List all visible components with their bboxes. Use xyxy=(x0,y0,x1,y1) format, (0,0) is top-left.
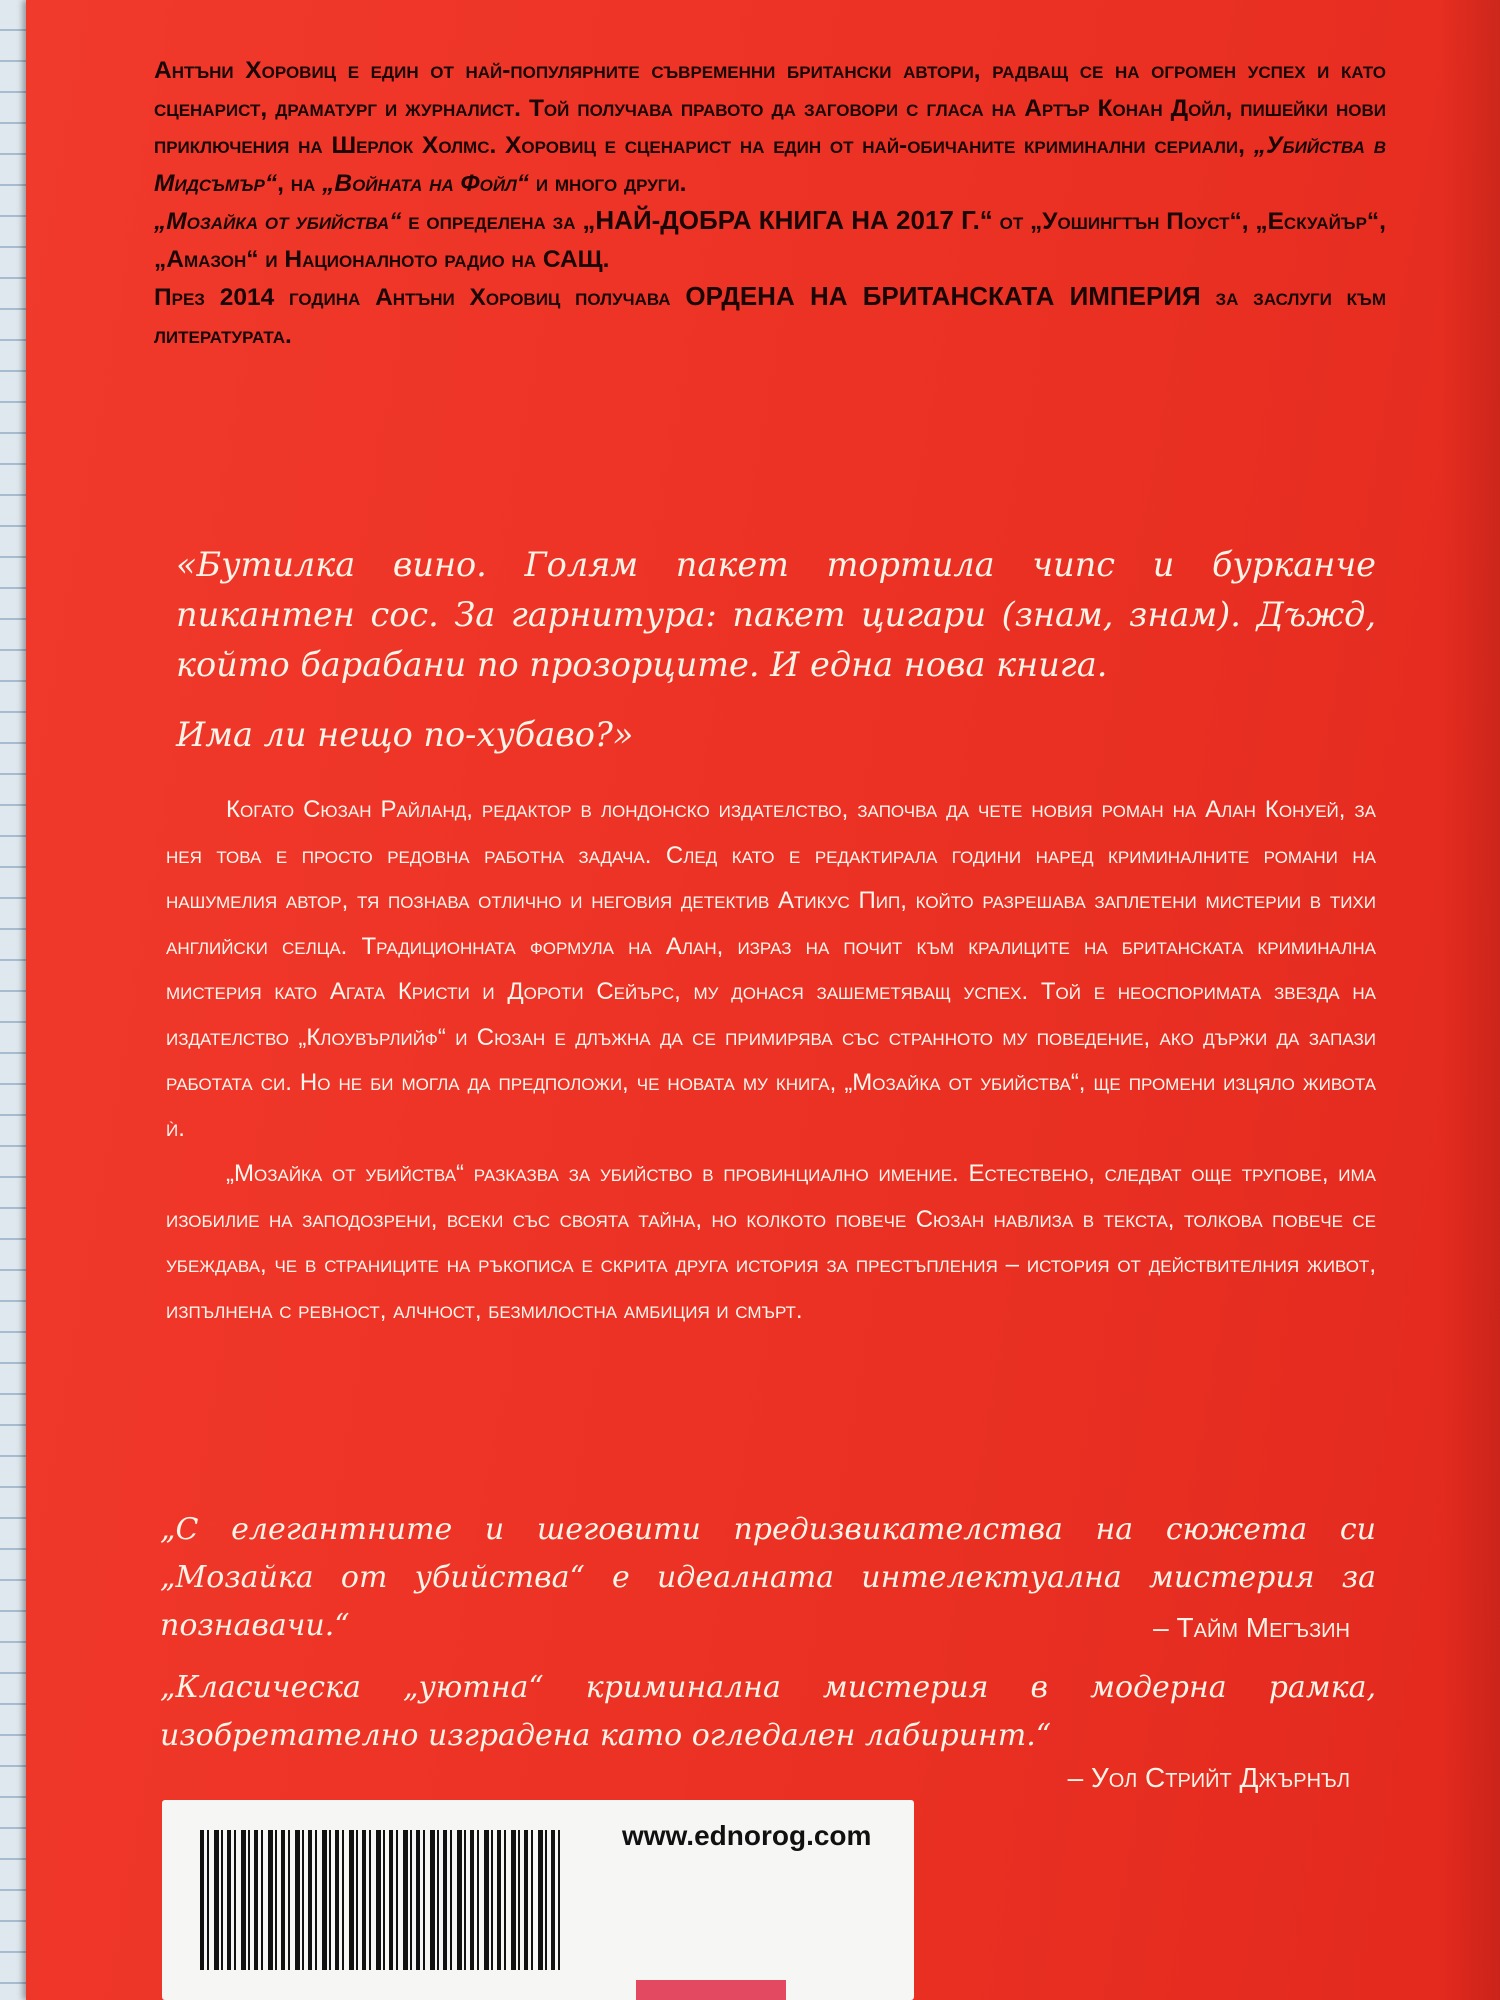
review-source: – Тайм Мегъзин xyxy=(1153,1612,1350,1643)
bio-award: „НАЙ-ДОБРА КНИГА НА 2017 Г.“ xyxy=(582,205,993,235)
opening-quote: «Бутилка вино. Голям пакет тортила чипс и бурканче пикантен сос. За гарнитура: пакет цигари (знам, знам). Дъжд, който барабани по прозорците. И една нова книга. xyxy=(176,545,1376,684)
review-quote: „Класическа „уютна“ криминална мистерия в модерна рамка, изобретателно изградена като огледален лабиринт.“ xyxy=(160,1670,1376,1753)
review-quote: „С елегантните и шеговити предизвикателства на сюжета си „Мозайка от убийства“ е идеалната интелектуална мистерия за познавачи.“ xyxy=(160,1512,1376,1643)
bio-text: за заслуги към литературата. xyxy=(154,284,1387,349)
award-paragraph xyxy=(154,202,1386,278)
order-paragraph xyxy=(154,278,1386,354)
barcode xyxy=(200,1830,560,1970)
opening-quote-question: Има ли нещо по-хубаво?» xyxy=(176,715,634,754)
bio-text: , на xyxy=(277,169,323,197)
barcode-label xyxy=(162,1800,914,2000)
bio-text: е определена за xyxy=(401,208,583,235)
bio-show-title: „Убийства в Мидсъмър“ xyxy=(154,132,1386,197)
book-description xyxy=(166,787,1376,1333)
bio-text: и много други. xyxy=(529,169,687,197)
price-sticker xyxy=(636,1980,786,2000)
author-bio xyxy=(154,52,1386,354)
review-source: – Уол Стрийт Джърнъл xyxy=(1067,1762,1350,1793)
bio-show-title: „Войната на Фойл“ xyxy=(322,169,530,197)
publisher-url: www.ednorog.com xyxy=(622,1820,872,1851)
bio-text: През 2014 година Антъни Хоровиц получава xyxy=(154,284,686,311)
bio-book-title: „Мозайка от убийства“ xyxy=(154,208,402,235)
bio-text: от „Уошингтън Поуст“, „Ескуайър“, „Амазон“ и Националното радио на САЩ. xyxy=(154,208,1386,273)
description-paragraph: Когато Сюзан Райланд, редактор в лондонско издателство, започва да чете новия роман на Алан Конуей, за нея това е просто редовна работна задача. След като е редактирала години наред криминалните романи на нашумелия автор, тя познава отлично и неговия детектив Атикус Пип, който разрешава заплетени мистерии в тихи английски селца. Традиционната формула на Алан, израз на почит към кралиците на британската криминална мистерия като Агата Кристи и Дороти Сейърс, му донася зашеметяващ успех. Той е неоспоримата звезда на издателство „Клоувърлийф“ и Сюзан е длъжна да се примирява със странното му поведение, ако държи да запази работата си. Но не би могла да предположи, че новата му книга, „Мозайка от убийства“, ще промени изцяло живота ѝ. xyxy=(166,796,1376,1142)
bio-order: ОРДЕНА НА БРИТАНСКАТА ИМПЕРИЯ xyxy=(685,281,1201,311)
description-paragraph: „Мозайка от убийства“ разказва за убийство в провинциално имение. Естествено, следват още трупове, има изобилие на заподозрени, всеки със своята тайна, но колкото повече Сюзан навлиза в текста, толкова повече се убеждава, че в страниците на ръкописа е скрита друга история за престъпления – история от действителния живот, изпълнена с ревност, алчност, безмилостна амбиция и смърт. xyxy=(166,1160,1376,1324)
author-bio-paragraph xyxy=(154,52,1386,202)
book-back-cover xyxy=(26,0,1500,2000)
bio-text: Антъни Хоровиц е един от най-популярните съвременни британски автори, радващ се на огромен успех и като сценарист, драматург и журналист. Той получава правото да заговори с гласа на Артър Конан Дойл, пишейки нови приключения на Шерлок Холмс. Хоровиц е сценарист на един от най-обичаните криминални сериали, xyxy=(154,57,1386,159)
